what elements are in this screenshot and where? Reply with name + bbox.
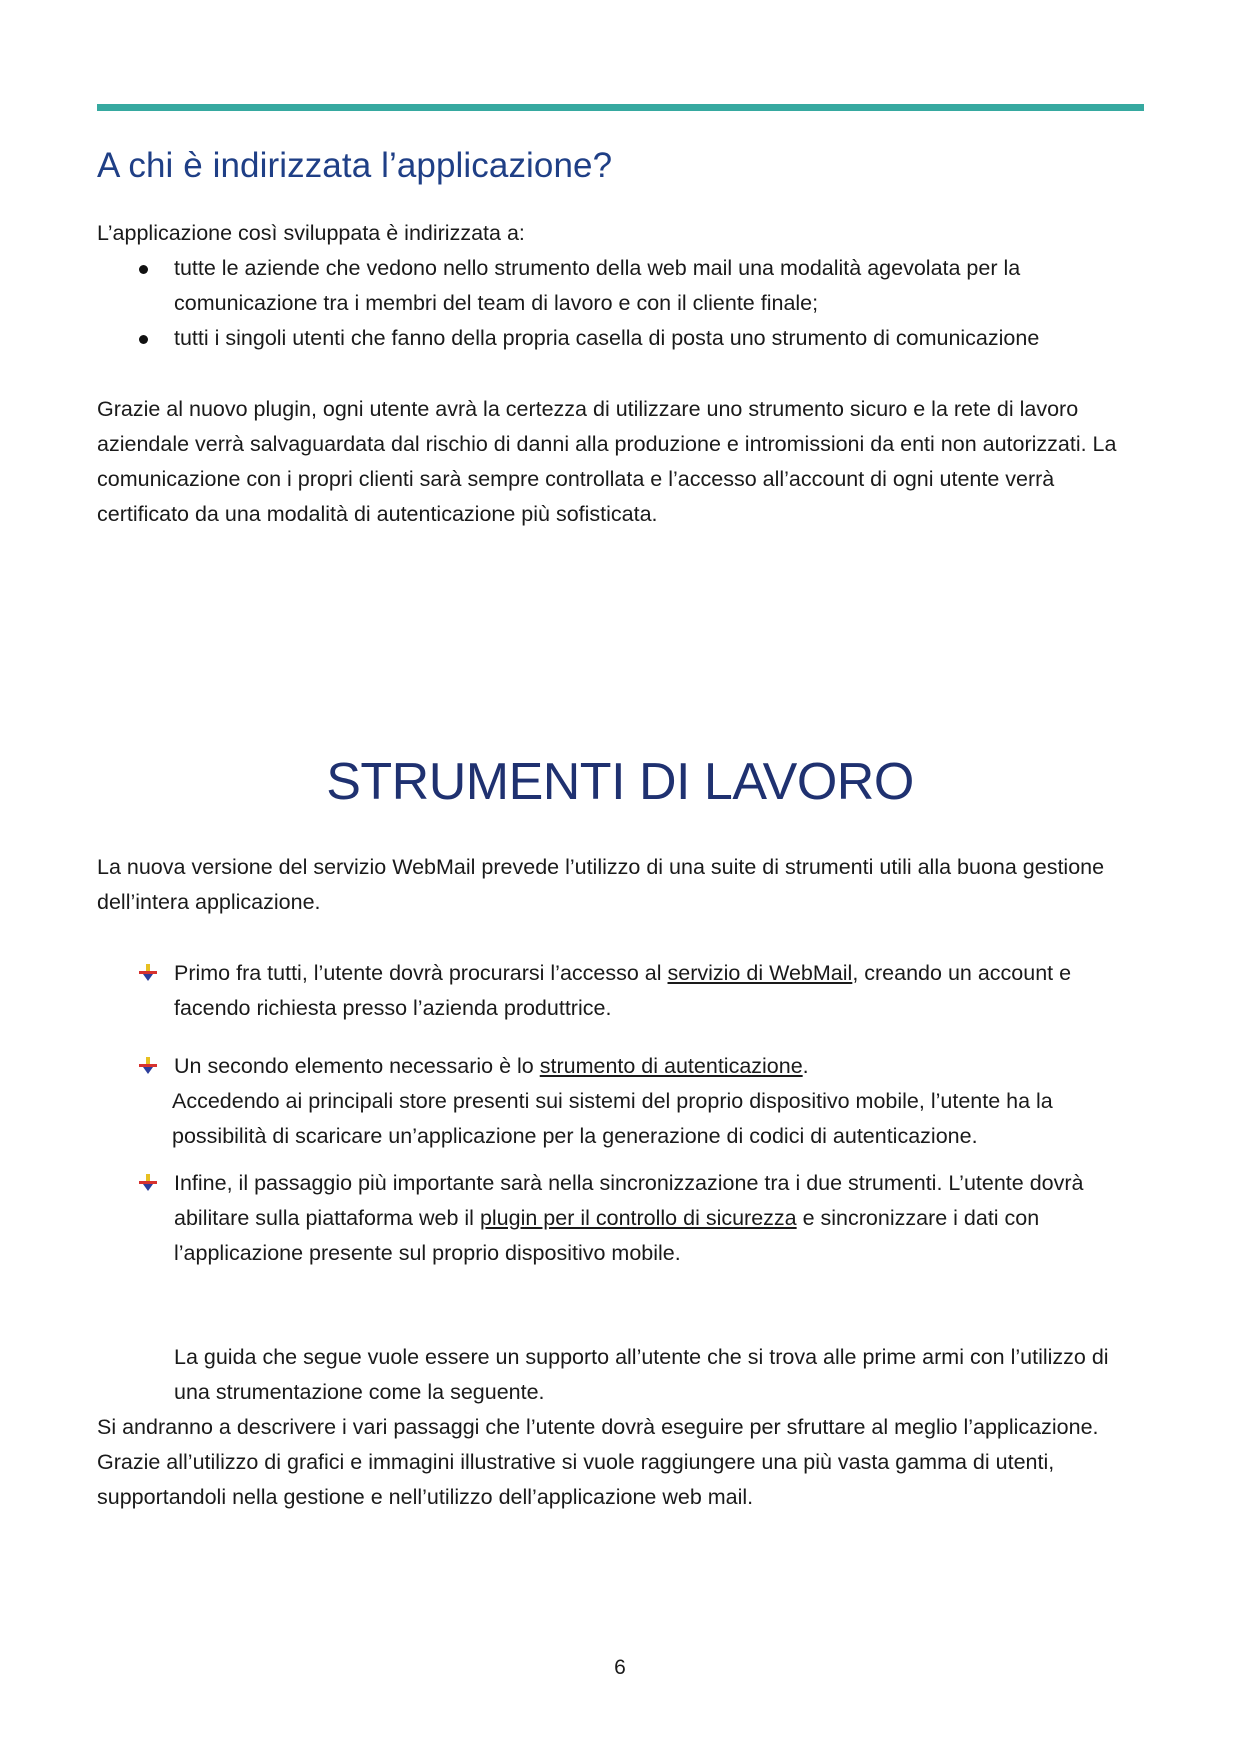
page-number: 6	[614, 1656, 626, 1679]
guide-text-second: Si andranno a descrivere i vari passaggi che l’utente dovrà eseguire per sfruttare al meglio l’applicazione. Grazie all’utilizzo di grafici e immagini illustrative si vuole raggiungere una più vasta gamma di utenti, supportandoli nella gestione e nell’utilizzo dell’applicazione web mail.	[97, 1415, 1099, 1509]
tool-text: Un secondo elemento necessario è lo	[174, 1054, 540, 1078]
webmail-intro-paragraph: La nuova versione del servizio WebMail prevede l’utilizzo di una suite di strumenti utili alla buona gestione dell’intera applicazione.	[97, 855, 1105, 914]
page-title: STRUMENTI DI LAVORO	[326, 753, 914, 811]
security-plugin-link[interactable]: plugin per il controllo di sicurezza	[479, 1206, 797, 1230]
tool-continuation-text: Accedendo ai principali store presenti sui sistemi del proprio dispositivo mobile, l’utente ha la possibilità di scaricare un’applicazione per la generazione di codici di autenticazione.	[172, 1089, 1053, 1148]
list-item-text: tutte le aziende che vedono nello strumento della web mail una modalità agevolata per la comunicazione tra i membri del team di lavoro e con il cliente finale;	[174, 256, 1021, 315]
tool-text: e sincronizzare i dati con l’applicazione presente sul proprio dispositivo mobile.	[174, 1206, 1040, 1265]
tool-text: Infine, il passaggio più importante sarà nella sincronizzazione tra i due strumenti. L’utente dovrà abilitare sulla piattaforma web il	[174, 1171, 1084, 1230]
guide-text-first: La guida che segue vuole essere un supporto all’utente che si trova alle prime armi con l’utilizzo di una strumentazione come la seguente.	[174, 1345, 1109, 1404]
tool-text: Primo fra tutti, l’utente dovrà procurarsi l’accesso al	[174, 961, 668, 985]
bullet-dot-icon	[139, 335, 148, 344]
webmail-service-link[interactable]: servizio di WebMail	[667, 961, 853, 985]
list-item	[97, 251, 1147, 321]
tool-item	[97, 1049, 1147, 1154]
tool-item	[97, 956, 1147, 1026]
tool-item	[97, 1166, 1147, 1271]
bullet-dot-icon	[139, 265, 148, 274]
authentication-tool-link[interactable]: strumento di autenticazione	[539, 1054, 803, 1078]
arrow-bullet-icon	[137, 964, 159, 982]
tool-text: , creando un account e facendo richiesta presso l’azienda produttrice.	[174, 961, 1072, 1020]
tool-list-2	[97, 1049, 1147, 1154]
tool-list-1	[97, 956, 1147, 1026]
plugin-paragraph: Grazie al nuovo plugin, ogni utente avrà la certezza di utilizzare uno strumento sicuro e la rete di lavoro aziendale verrà salvaguardata dal rischio di danni alla produzione e intromissioni da enti non autorizzati. La comunicazione con i propri clienti sarà sempre controllata e l’accesso all’account di ogni utente verrà certificato da una modalità di autenticazione più sofisticata.	[97, 397, 1117, 526]
guide-paragraph	[97, 1340, 1147, 1515]
arrow-bullet-icon	[137, 1057, 159, 1075]
intro-text: L’applicazione così sviluppata è indirizzata a:	[97, 221, 525, 245]
section-heading: A chi è indirizzata l’applicazione?	[97, 146, 613, 185]
top-rule	[97, 104, 1144, 111]
audience-list	[97, 251, 1147, 356]
tool-list-3	[97, 1166, 1147, 1271]
list-item	[97, 321, 1147, 356]
list-item-text: tutti i singoli utenti che fanno della propria casella di posta uno strumento di comunicazione	[174, 326, 1040, 350]
tool-text: .	[802, 1054, 809, 1078]
arrow-bullet-icon	[137, 1174, 159, 1192]
